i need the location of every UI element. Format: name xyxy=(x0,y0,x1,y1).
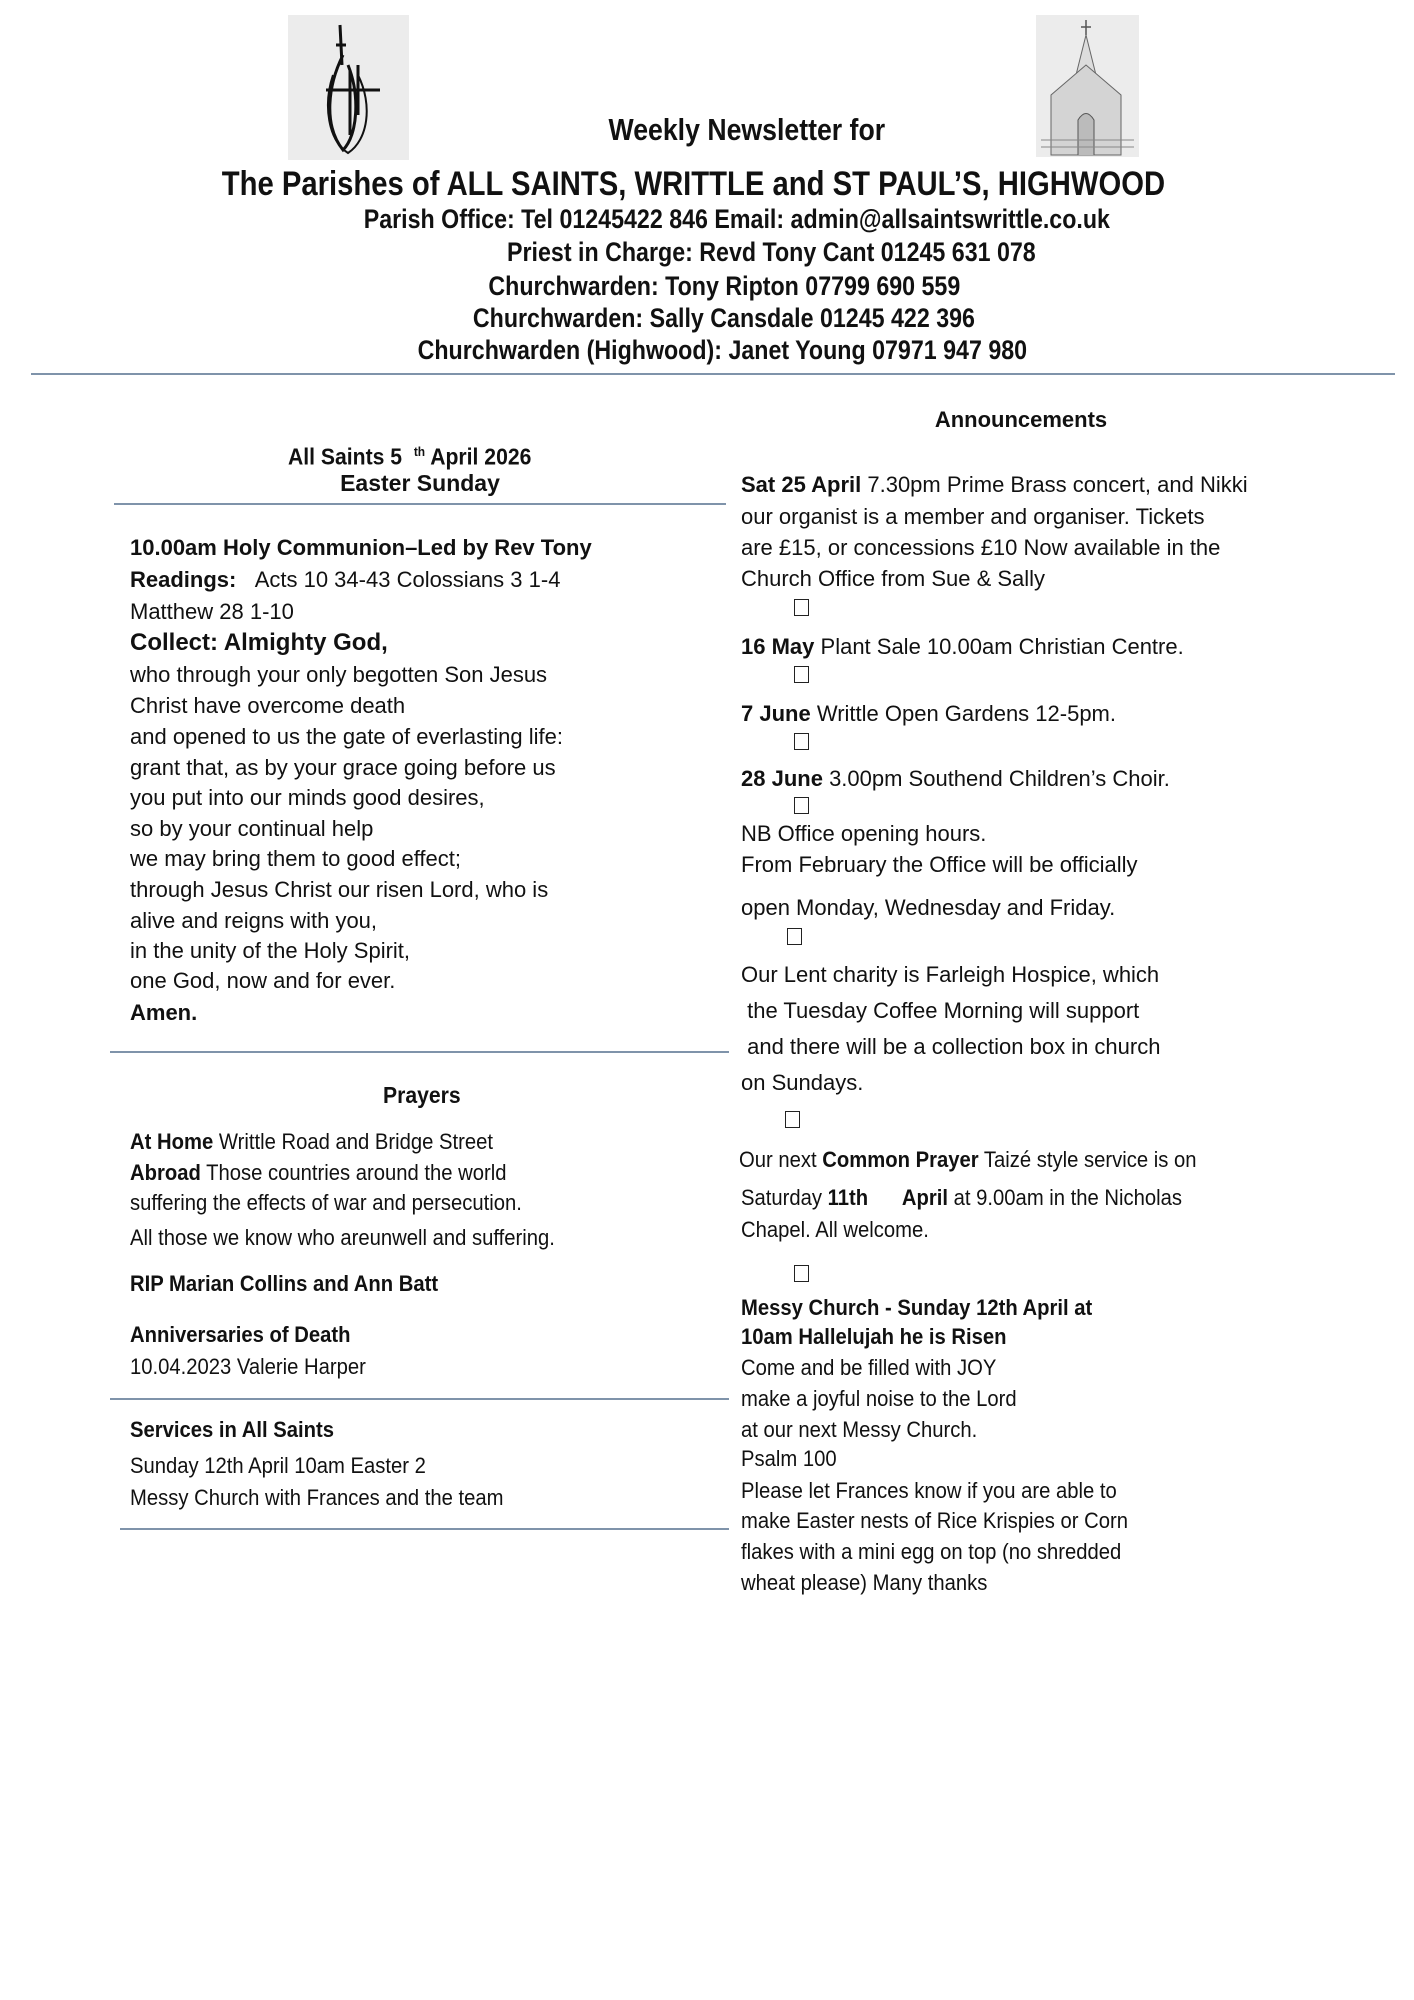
lent-charity-line: on Sundays. xyxy=(741,1070,864,1095)
newsletter-title: Weekly Newsletter for xyxy=(608,112,886,147)
collect-line: in the unity of the Holy Spirit, xyxy=(130,938,411,963)
anniversary-entry: 10.04.2023 Valerie Harper xyxy=(130,1354,366,1379)
checkbox-icon xyxy=(794,599,809,616)
rip-notice: RIP Marian Collins and Ann Batt xyxy=(130,1271,439,1296)
announcement-plant-sale: 16 May Plant Sale 10.00am Christian Centre. xyxy=(741,634,1184,659)
anniversaries-heading: Anniversaries of Death xyxy=(130,1322,351,1347)
collect-line: and opened to us the gate of everlasting life: xyxy=(130,724,563,749)
collect-line: who through your only begotten Son Jesus xyxy=(130,662,548,687)
office-hours-line: From February the Office will be officially xyxy=(741,852,1138,877)
churchwarden-contact-3: Churchwarden (Highwood): Janet Young 07971 947 980 xyxy=(417,335,1027,365)
office-hours-line: open Monday, Wednesday and Friday. xyxy=(741,895,1116,920)
messy-church-heading: 10am Hallelujah he is Risen xyxy=(741,1324,1007,1349)
readings-cont: Matthew 28 1-10 xyxy=(130,599,294,624)
checkbox-icon xyxy=(794,733,809,750)
services-heading: Services in All Saints xyxy=(130,1417,334,1442)
churchwarden-contact-1: Churchwarden: Tony Ripton 07799 690 559 xyxy=(488,271,960,301)
messy-church-line: flakes with a mini egg on top (no shredded xyxy=(741,1539,1122,1564)
messy-church-heading: Messy Church - Sunday 12th April at xyxy=(741,1295,1093,1320)
collect-line: one God, now and for ever. xyxy=(130,968,396,993)
prayer-abroad-cont: suffering the effects of war and persecution. xyxy=(130,1190,522,1215)
divider xyxy=(110,1051,729,1053)
header-divider xyxy=(31,373,1395,375)
priest-contact: Priest in Charge: Revd Tony Cant 01245 631 078 xyxy=(506,237,1036,267)
messy-church-line: make a joyful noise to the Lord xyxy=(741,1386,1017,1411)
messy-church-line: Come and be filled with JOY xyxy=(741,1355,997,1380)
messy-church-line: make Easter nests of Rice Krispies or Corn xyxy=(741,1508,1128,1533)
divider xyxy=(110,1398,729,1400)
announcement-concert: Sat 25 April 7.30pm Prime Brass concert, and Nikki xyxy=(741,472,1248,497)
lent-charity-line: the Tuesday Coffee Morning will support xyxy=(741,998,1140,1023)
ordinal-suffix: th xyxy=(413,444,425,459)
announcement-choir: 28 June 3.00pm Southend Children’s Choir. xyxy=(741,766,1170,791)
collect-line: so by your continual help xyxy=(130,816,374,841)
collect-line: you put into our minds good desires, xyxy=(130,785,485,810)
checkbox-icon xyxy=(785,1111,800,1128)
announcement-line: our organist is a member and organiser. Tickets xyxy=(741,504,1205,529)
checkbox-icon xyxy=(794,666,809,683)
collect-line: we may bring them to good effect; xyxy=(130,846,461,871)
messy-church-line: at our next Messy Church. xyxy=(741,1417,978,1442)
parish-office-contact: Parish Office: Tel 01245422 846 Email: admin@allsaintswrittle.co.uk xyxy=(363,204,1111,234)
collect-line: Christ have overcome death xyxy=(130,693,406,718)
lent-charity-line: Our Lent charity is Farleigh Hospice, which xyxy=(741,962,1160,987)
amen: Amen. xyxy=(130,1000,198,1025)
prayer-home: At Home Writtle Road and Bridge Street xyxy=(130,1129,493,1154)
prayer-abroad: Abroad Those countries around the world xyxy=(130,1160,507,1185)
lent-charity-line: and there will be a collection box in church xyxy=(741,1034,1161,1059)
checkbox-icon xyxy=(794,1265,809,1282)
service-heading: All Saints 5 $^{th}$ April 2026 xyxy=(287,443,532,470)
collect-line: through Jesus Christ our risen Lord, who is xyxy=(130,877,549,902)
collect-heading: Collect: Almighty God, xyxy=(130,629,388,656)
service-time: 10.00am Holy Communion–Led by Rev Tony xyxy=(130,535,592,560)
announcement-open-gardens: 7 June Writtle Open Gardens 12-5pm. xyxy=(741,701,1116,726)
messy-church-line: Please let Frances know if you are able to xyxy=(741,1478,1117,1503)
prayer-unwell: All those we know who areunwell and suffering. xyxy=(130,1225,555,1250)
readings: Readings: Acts 10 34-43 Colossians 3 1-4 xyxy=(130,567,561,592)
checkbox-icon xyxy=(794,797,809,814)
prayers-heading: Prayers xyxy=(382,1082,461,1108)
messy-church-line: wheat please) Many thanks xyxy=(741,1570,988,1595)
messy-church-line: Psalm 100 xyxy=(741,1446,837,1471)
divider xyxy=(114,503,726,505)
service-entry: Messy Church with Frances and the team xyxy=(130,1485,504,1510)
divider xyxy=(120,1528,729,1530)
common-prayer-line: Our next Common Prayer Taizé style service is on xyxy=(739,1147,1197,1172)
common-prayer-line: Saturday 11th April at 9.00am in the Nicholas xyxy=(741,1185,1183,1210)
announcement-line: Church Office from Sue & Sally xyxy=(741,566,1046,591)
service-subheading: Easter Sunday xyxy=(340,470,500,496)
announcements-heading: Announcements xyxy=(934,407,1108,432)
churchwarden-contact-2: Churchwarden: Sally Cansdale 01245 422 396 xyxy=(472,303,976,333)
service-entry: Sunday 12th April 10am Easter 2 xyxy=(130,1453,426,1478)
announcement-line: are £15, or concessions £10 Now available in the xyxy=(741,535,1221,560)
collect-line: grant that, as by your grace going before us xyxy=(130,755,556,780)
collect-line: alive and reigns with you, xyxy=(130,908,378,933)
parishes-title: The Parishes of ALL SAINTS, WRITTLE and ST PAUL’S, HIGHWOOD xyxy=(221,165,1165,203)
office-hours-line: NB Office opening hours. xyxy=(741,821,987,846)
common-prayer-line: Chapel. All welcome. xyxy=(741,1217,929,1242)
checkbox-icon xyxy=(787,928,802,945)
